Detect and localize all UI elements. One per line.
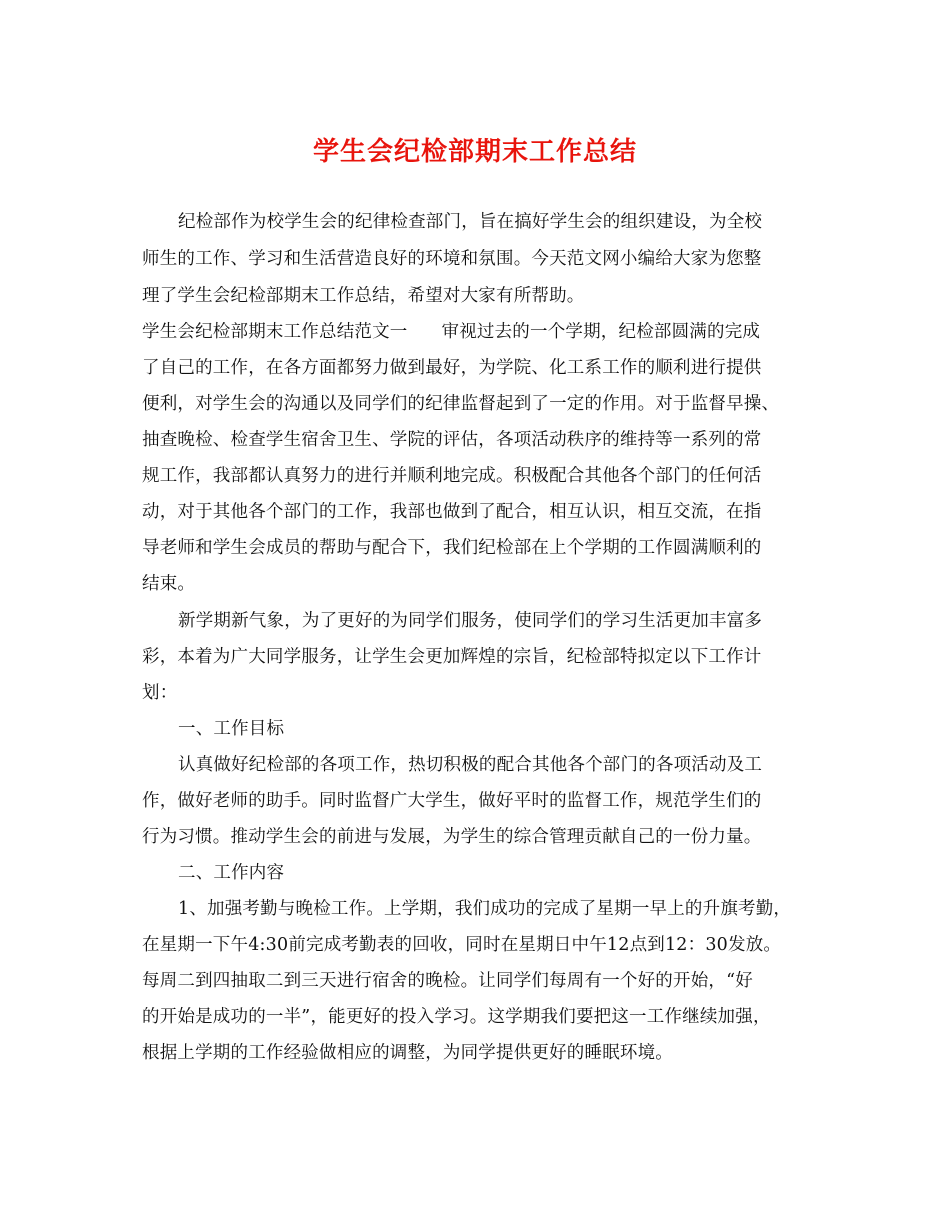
para1-line-5: 动，对于其他各个部门的工作，我部也做到了配合，相互认识，相互交流，在指 <box>142 502 762 522</box>
para2-line-3: 划： <box>142 683 178 703</box>
section1-line-2: 作，做好老师的助手。同时监督广大学生，做好平时的监督工作，规范学生们的 <box>142 791 762 811</box>
sample-heading-line <box>142 320 760 344</box>
para1-line-3: 抽查晚检、检查学生宿舍卫生、学院的评估，各项活动秩序的维持等一系列的常 <box>142 430 762 450</box>
section1-line-1: 认真做好纪检部的各项工作，热切积极的配合其他各个部门的各项活动及工 <box>178 755 763 775</box>
intro-line-2: 师生的工作、学习和生活营造良好的环境和氛围。今天范文网小编给大家为您整 <box>142 249 762 269</box>
para2-line-2: 彩，本着为广大同学服务，让学生会更加辉煌的宗旨，纪检部特拟定以下工作计 <box>142 647 762 667</box>
section2-heading: 二、工作内容 <box>178 863 285 883</box>
item1-line-4: 的开始是成功的一半”，能更好的投入学习。这学期我们要把这一工作继续加强， <box>142 1007 771 1027</box>
item1-line-3: 每周二到四抽取二到三天进行宿舍的晚检。让同学们每周有一个好的开始，“好 <box>142 971 753 991</box>
para2-line-1: 新学期新气象，为了更好的为同学们服务，使同学们的学习生活更加丰富多 <box>178 611 763 631</box>
item1-line-2: 在星期一下午4:30前完成考勤表的回收，同时在星期日中午12点到12：30发放。 <box>142 935 782 955</box>
item1-line-5: 根据上学期的工作经验做相应的调整，为同学提供更好的睡眠环境。 <box>142 1043 673 1063</box>
para1-line-6: 导老师和学生会成员的帮助与配合下，我们纪检部在上个学期的工作圆满顺利的 <box>142 538 762 558</box>
para1-line-1: 了自己的工作，在各方面都努力做到最好，为学院、化工系工作的顺利进行提供 <box>142 358 762 378</box>
para1-line-2: 便利，对学生会的沟通以及同学们的纪律监督起到了一定的作用。对于监督早操、 <box>142 394 780 414</box>
item1-line-1: 1、加强考勤与晚检工作。上学期，我们成功的完成了星期一早上的升旗考勤， <box>178 899 792 919</box>
sample-heading: 学生会纪检部期末工作总结范文一 <box>142 322 408 342</box>
intro-line-3: 理了学生会纪检部期末工作总结，希望对大家有所帮助。 <box>142 286 585 306</box>
para1-line-7: 结束。 <box>142 574 196 594</box>
para1-line-4: 规工作，我部都认真努力的进行并顺利地完成。积极配合其他各个部门的任何活 <box>142 466 762 486</box>
sample-first-line-rest: 审视过去的一个学期，纪检部圆满的完成 <box>441 322 761 342</box>
intro-line-1: 纪检部作为校学生会的纪律检查部门，旨在搞好学生会的组织建设，为全校 <box>178 212 763 232</box>
document-title: 学生会纪检部期末工作总结 <box>312 137 637 167</box>
section1-heading: 一、工作目标 <box>178 719 285 739</box>
section1-line-3: 行为习惯。推动学生会的前进与发展，为学生的综合管理贡献自己的一份力量。 <box>142 827 762 847</box>
